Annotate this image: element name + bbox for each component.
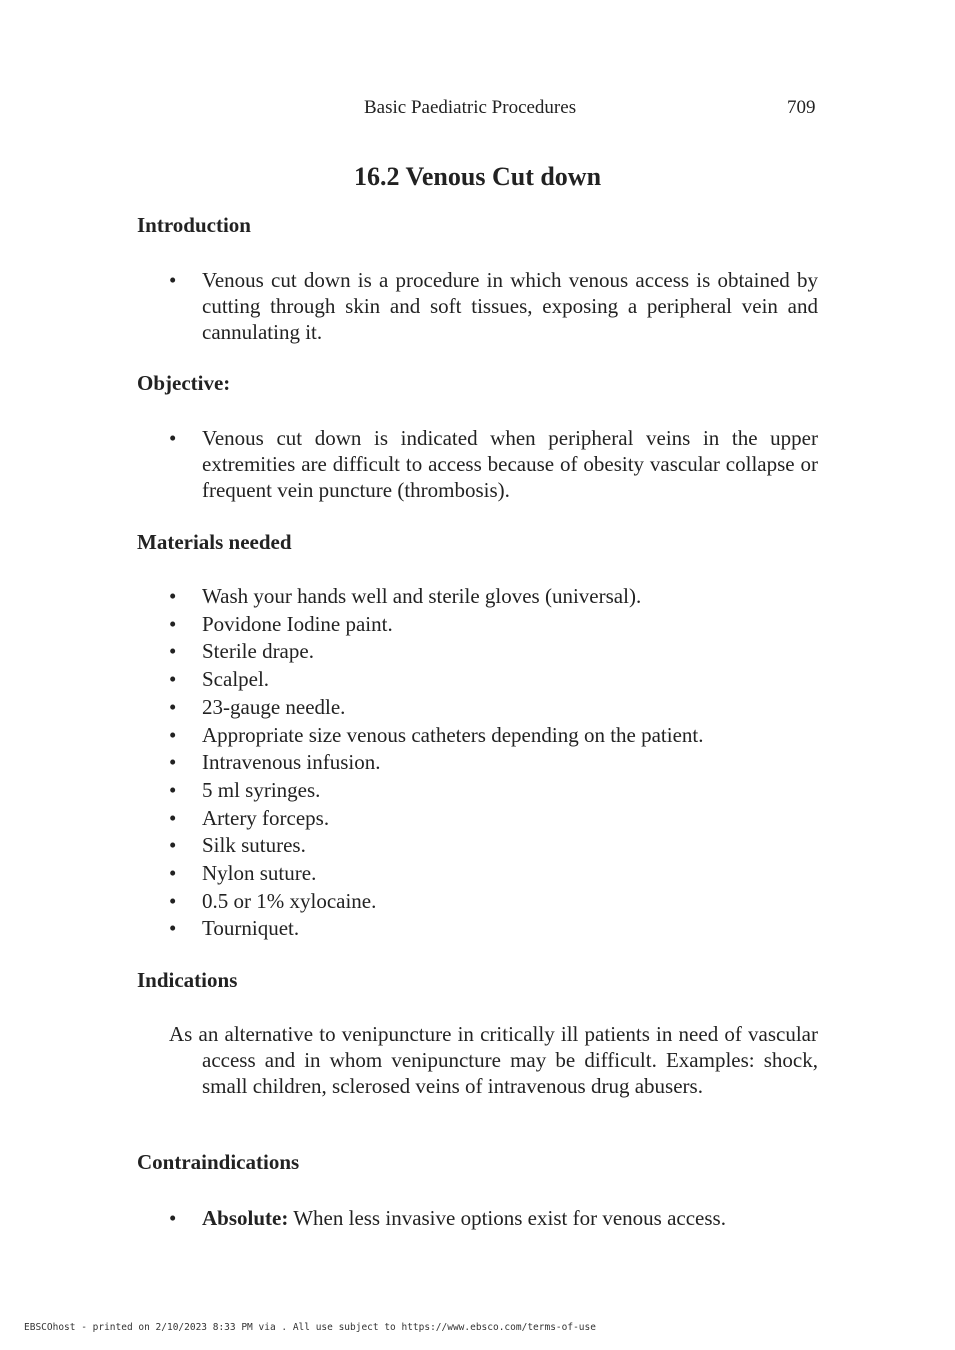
list-item: • Scalpel. bbox=[202, 666, 818, 694]
list-item: • Silk sutures. bbox=[202, 832, 818, 860]
list-item: • Venous cut down is indicated when peripheral veins in the upper extremities are difficult to access because of obesity vascular collapse or frequent vein puncture (thrombosis). bbox=[202, 425, 818, 503]
indications-paragraph: As an alternative to venipuncture in critically ill patients in need of vascular access and in whom venipuncture may be difficult. Examples: shock, small children, sclerosed veins of intravenous drug abusers. bbox=[169, 1022, 818, 1098]
list-item: • Appropriate size venous catheters depending on the patient. bbox=[202, 722, 818, 750]
page-number: 709 bbox=[787, 97, 816, 118]
contraindications-heading: Contraindications bbox=[137, 1150, 300, 1174]
list-item: • 5 ml syringes. bbox=[202, 777, 818, 805]
materials-list bbox=[202, 583, 818, 943]
list-item: • Wash your hands well and sterile gloves (universal). bbox=[202, 583, 818, 611]
list-item: • Venous cut down is a procedure in which venous access is obtained by cutting through skin and soft tissues, exposing a peripheral vein and cannulating it. bbox=[202, 267, 818, 345]
list-item: • 0.5 or 1% xylocaine. bbox=[202, 888, 818, 916]
introduction-heading: Introduction bbox=[137, 213, 251, 237]
indications-heading: Indications bbox=[137, 968, 238, 992]
print-footer: EBSCOhost - printed on 2/10/2023 8:33 PM via . All use subject to https://www.ebsco.com/terms-of-use bbox=[24, 1322, 596, 1333]
list-item: • 23-gauge needle. bbox=[202, 694, 818, 722]
absolute-label: Absolute: bbox=[202, 1206, 289, 1230]
materials-heading: Materials needed bbox=[137, 530, 292, 554]
list-item: • Tourniquet. bbox=[202, 915, 818, 943]
absolute-text: When less invasive options exist for venous access. bbox=[288, 1206, 726, 1230]
running-head: Basic Paediatric Procedures bbox=[364, 97, 577, 118]
list-item: • Intravenous infusion. bbox=[202, 749, 818, 777]
list-item: • Nylon suture. bbox=[202, 860, 818, 888]
objective-list bbox=[202, 425, 818, 503]
list-item: • Povidone Iodine paint. bbox=[202, 611, 818, 639]
list-item: • Artery forceps. bbox=[202, 805, 818, 833]
list-item bbox=[202, 1205, 818, 1231]
contraindications-list bbox=[202, 1205, 818, 1231]
section-title: 16.2 Venous Cut down bbox=[353, 162, 602, 191]
objective-heading: Objective: bbox=[137, 371, 231, 395]
introduction-list bbox=[202, 267, 818, 345]
list-item: • Sterile drape. bbox=[202, 638, 818, 666]
